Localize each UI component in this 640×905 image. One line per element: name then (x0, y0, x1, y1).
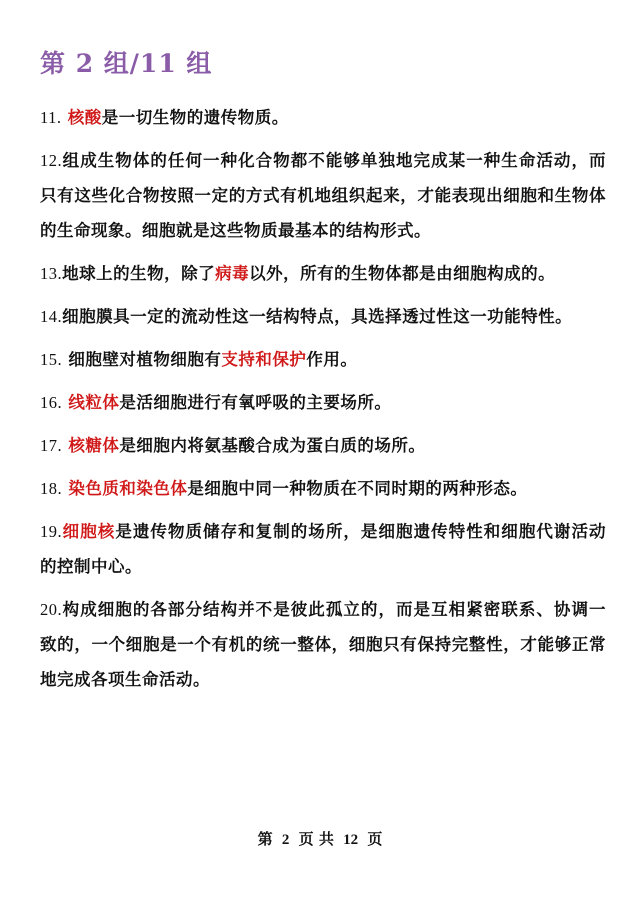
highlight-term: 病毒 (215, 264, 250, 283)
item-number: 13. (40, 264, 63, 283)
item-number: 18. (40, 479, 63, 498)
item-number: 12. (40, 151, 63, 170)
page-footer (0, 828, 640, 849)
item-text: 构成细胞的各部分结构并不是彼此孤立的，而是互相紧密联系、协调一致的，一个细胞是一个有机的统一整体，细胞只有保持完整性，才能够正常地完成各项生命活动。 (40, 600, 606, 689)
item-text: 是细胞内将氨基酸合成为蛋白质的场所。 (119, 436, 426, 455)
highlight-term: 核糖体 (68, 436, 120, 455)
highlight-term: 染色质和染色体 (68, 479, 188, 498)
item-19 (40, 514, 606, 584)
item-number: 15. (40, 350, 63, 369)
item-number: 17. (40, 436, 63, 455)
item-number: 20. (40, 600, 63, 619)
item-text: 以外，所有的生物体都是由细胞构成的。 (249, 264, 556, 283)
item-11 (40, 100, 606, 135)
highlight-term: 支持和保护 (221, 350, 307, 369)
footer-mid: 页 共 (298, 830, 334, 848)
section-heading: 第 2 组/11 组 (40, 49, 213, 78)
item-text: 是一切生物的遗传物质。 (101, 108, 289, 127)
item-16 (40, 385, 606, 420)
item-number: 19. (40, 522, 63, 541)
item-14 (40, 299, 606, 334)
item-number: 16. (40, 393, 63, 412)
item-number: 14. (40, 307, 63, 326)
item-list (40, 100, 606, 705)
item-text: 是遗传物质储存和复制的场所，是细胞遗传特性和细胞代谢活动的控制中心。 (40, 522, 607, 576)
item-text: 是活细胞进行有氧呼吸的主要场所。 (119, 393, 392, 412)
item-20 (40, 592, 606, 697)
item-text: 组成生物体的任何一种化合物都不能够单独地完成某一种生命活动，而只有这些化合物按照一定的方式有机地组织起来，才能表现出细胞和生物体的生命现象。细胞就是这些物质最基本的结构形式。 (40, 151, 606, 240)
highlight-term: 细胞核 (62, 522, 116, 541)
total-page-count: 12 (343, 832, 359, 848)
footer-prefix: 第 (257, 830, 273, 848)
highlight-term: 线粒体 (68, 393, 120, 412)
highlight-term: 核酸 (67, 108, 102, 127)
item-text: 作用。 (306, 350, 358, 369)
item-number: 11. (40, 108, 62, 127)
item-17 (40, 428, 606, 463)
item-13 (40, 256, 606, 291)
item-12 (40, 143, 606, 248)
footer-suffix: 页 (367, 830, 383, 848)
item-18 (40, 471, 606, 506)
item-text: 细胞膜具一定的流动性这一结构特点，具选择透过性这一功能特性。 (62, 307, 573, 326)
item-text: 地球上的生物，除了 (62, 264, 216, 283)
item-text: 细胞壁对植物细胞有 (68, 350, 222, 369)
item-15 (40, 342, 606, 377)
current-page-number: 2 (281, 832, 290, 848)
item-text: 是细胞中同一种物质在不同时期的两种形态。 (187, 479, 528, 498)
